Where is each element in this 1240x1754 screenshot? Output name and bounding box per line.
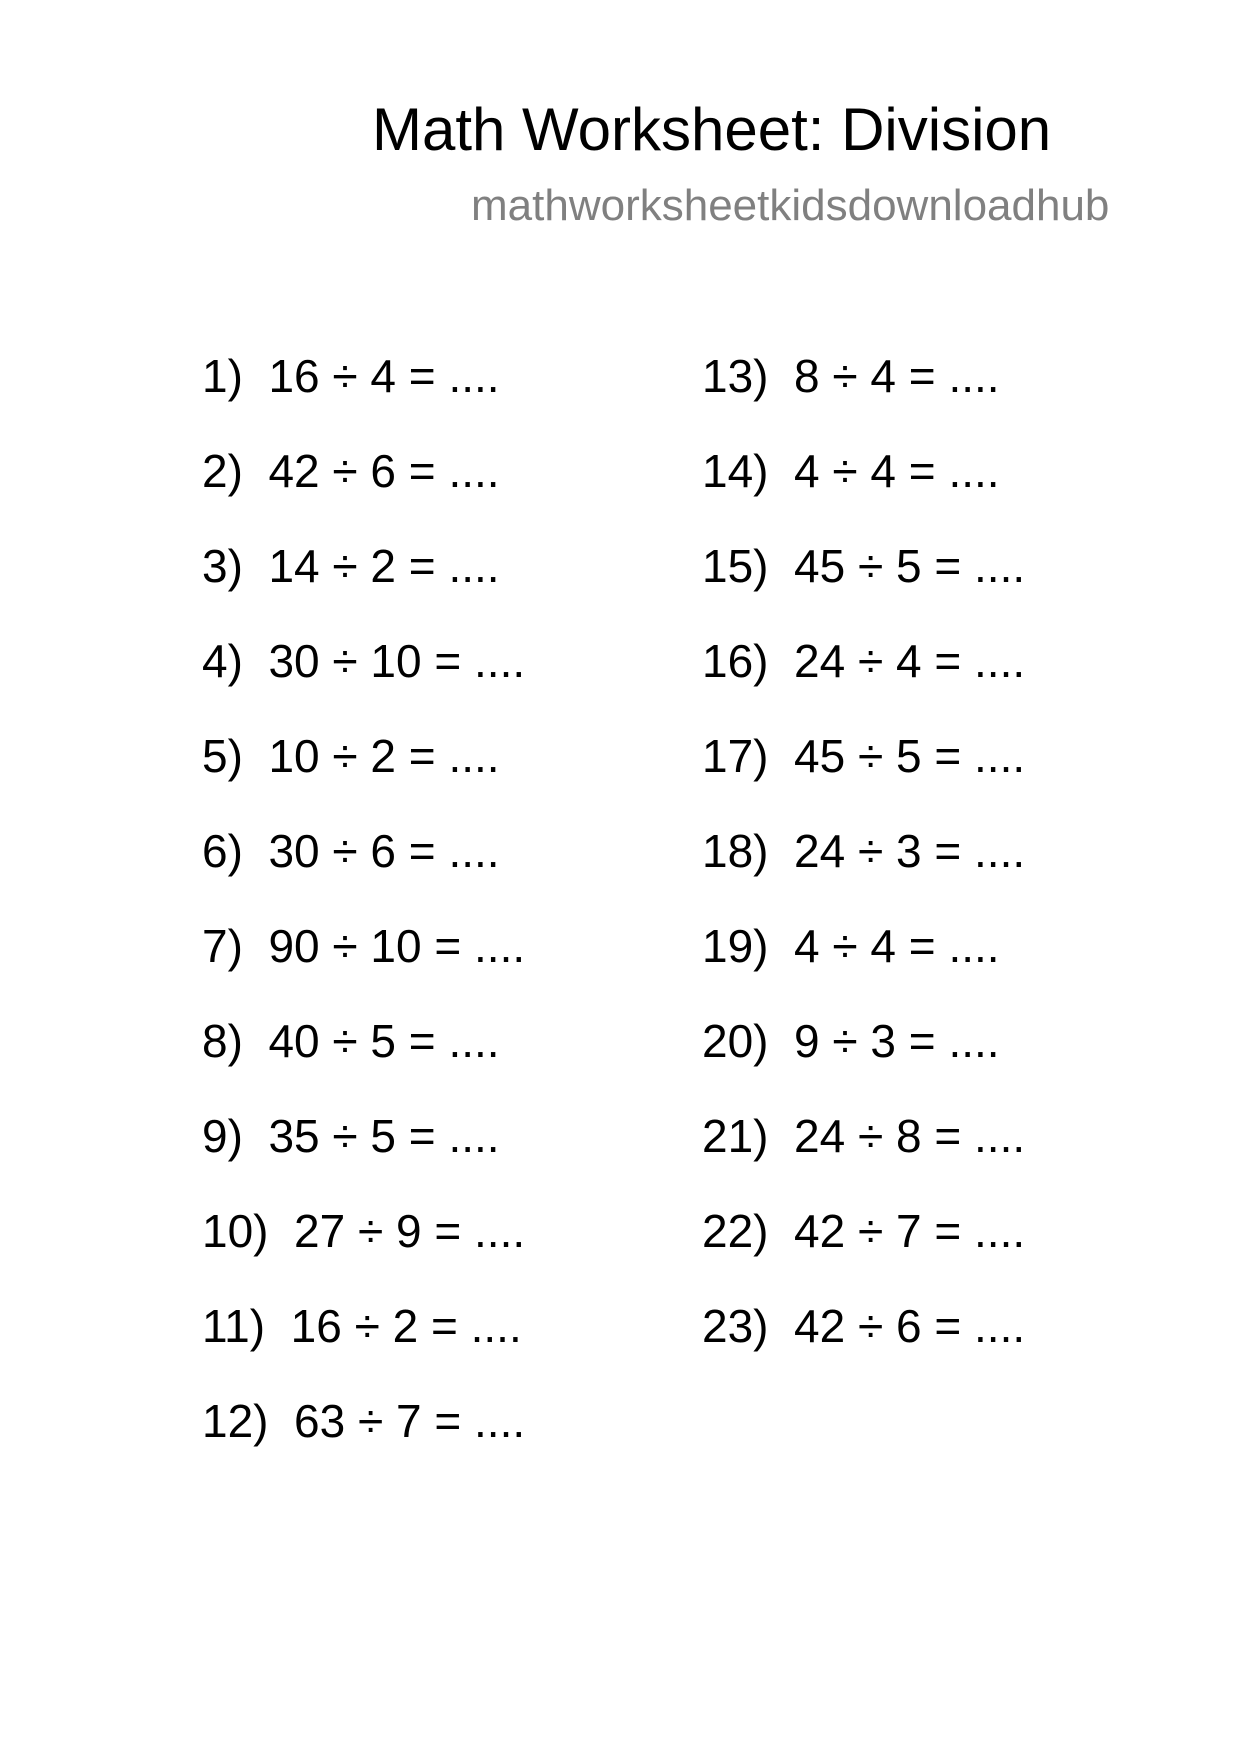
problem-list-right <box>702 346 1025 1391</box>
problem-item: 7) 90 ÷ 10 = .... <box>202 920 526 972</box>
worksheet-title: Math Worksheet: Division <box>372 96 1052 163</box>
problem-item: 12) 63 ÷ 7 = .... <box>202 1395 526 1447</box>
problem-item: 3) 14 ÷ 2 = .... <box>202 540 500 592</box>
problem-item: 21) 24 ÷ 8 = .... <box>702 1110 1026 1162</box>
problem-item: 9) 35 ÷ 5 = .... <box>202 1110 500 1162</box>
problem-list-left <box>202 346 525 1486</box>
problem-item: 20) 9 ÷ 3 = .... <box>702 1015 1000 1067</box>
problem-item: 15) 45 ÷ 5 = .... <box>702 540 1026 592</box>
problem-item: 6) 30 ÷ 6 = .... <box>202 825 500 877</box>
problem-item: 8) 40 ÷ 5 = .... <box>202 1015 500 1067</box>
worksheet-subtitle: mathworksheetkidsdownloadhub <box>471 181 1110 230</box>
problem-item: 22) 42 ÷ 7 = .... <box>702 1205 1026 1257</box>
problem-item: 5) 10 ÷ 2 = .... <box>202 730 500 782</box>
problem-item: 23) 42 ÷ 6 = .... <box>702 1300 1026 1352</box>
problem-item: 1) 16 ÷ 4 = .... <box>202 350 500 402</box>
problem-item: 19) 4 ÷ 4 = .... <box>702 920 1000 972</box>
problem-item: 11) 16 ÷ 2 = .... <box>202 1300 522 1352</box>
problem-item: 18) 24 ÷ 3 = .... <box>702 825 1026 877</box>
problem-item: 10) 27 ÷ 9 = .... <box>202 1205 526 1257</box>
problem-item: 4) 30 ÷ 10 = .... <box>202 635 526 687</box>
problem-item: 13) 8 ÷ 4 = .... <box>702 350 1000 402</box>
problem-item: 17) 45 ÷ 5 = .... <box>702 730 1026 782</box>
problem-item: 14) 4 ÷ 4 = .... <box>702 445 1000 497</box>
problem-item: 16) 24 ÷ 4 = .... <box>702 635 1026 687</box>
problem-item: 2) 42 ÷ 6 = .... <box>202 445 500 497</box>
